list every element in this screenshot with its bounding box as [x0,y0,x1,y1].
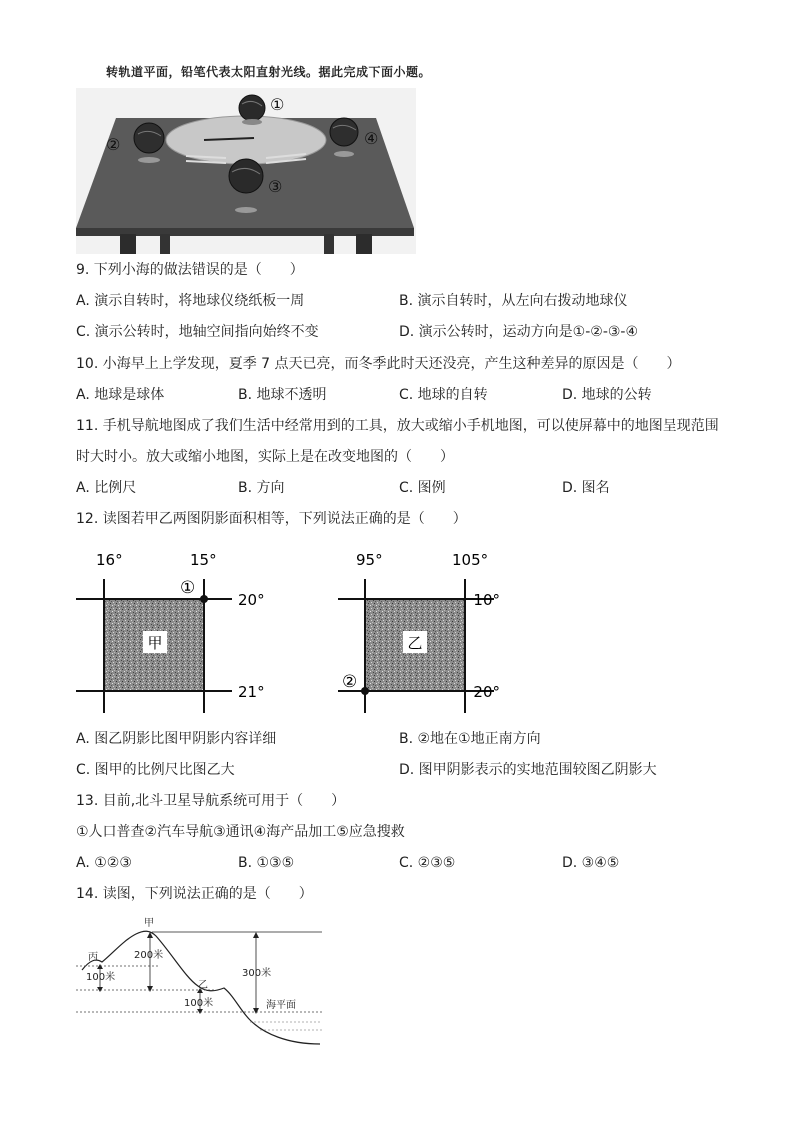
label-100m-mid: 100米 [184,998,214,1009]
yi-lon-left: 95° [356,551,383,569]
jia-lat-bottom: 21° [238,683,265,701]
q13-option-a[interactable]: A. ①②③ [76,855,132,871]
q13-option-d[interactable]: D. ③④⑤ [562,855,620,871]
q9-option-c[interactable]: C. 演示公转时，地轴空间指向始终不变 [76,324,319,340]
point-bing-label: 丙 [88,952,98,963]
q11-option-b[interactable]: B. 方向 [238,480,285,496]
q13-option-b[interactable]: B. ①③⑤ [238,855,295,871]
q10-option-a[interactable]: A. 地球是球体 [76,387,165,403]
yi-lat-top: 10° [473,591,500,609]
label-100m-left: 100米 [86,972,116,983]
q10-option-c[interactable]: C. 地球的自转 [399,387,488,403]
yi-point-label: ② [342,672,358,692]
jia-point-label: ① [180,578,196,598]
q10-stem: 10. 小海早上上学发现，夏季 7 点天已亮，而冬季此时天还没亮，产生这种差异的原因是（ ） [76,356,681,372]
q11-option-a[interactable]: A. 比例尺 [76,480,137,496]
photo-label-3: ③ [268,177,283,196]
intro-text: 转轨道平面，铅笔代表太阳直射光线。据此完成下面小题。 [106,65,432,79]
yi-lon-right: 105° [452,551,489,569]
jia-lat-top: 20° [238,591,265,609]
figure-jia [76,551,265,713]
photo-label-1: ① [270,95,285,114]
sea-level-label: 海平面 [266,1000,296,1011]
point-jia-label: 甲 [144,918,154,929]
q11-stem-line2: 时大时小。放大或缩小地图，实际上是在改变地图的（ ） [76,449,454,465]
yi-label: 乙 [407,634,423,652]
q13-option-c[interactable]: C. ②③⑤ [399,855,456,871]
q14-stem: 14. 读图，下列说法正确的是（ ） [76,886,313,902]
photo-label-4: ④ [364,129,379,148]
q12-option-a[interactable]: A. 图乙阴影比图甲阴影内容详细 [76,731,277,747]
q12-stem: 12. 读图若甲乙两图阴影面积相等，下列说法正确的是（ ） [76,511,467,527]
yi-point-dot [361,687,369,695]
q12-grid-figures [70,545,510,720]
q12-option-d[interactable]: D. 图甲阴影表示的实地范围较图乙阴影大 [399,762,657,778]
q14-terrain-profile [74,914,330,1048]
q13-stem: 13. 目前,北斗卫星导航系统可用于（ ） [76,793,346,809]
q9-stem: 9. 下列小海的做法错误的是（ ） [76,262,304,278]
q11-option-d[interactable]: D. 图名 [562,480,610,496]
q11-stem-line1: 11. 手机导航地图成了我们生活中经常用到的工具，放大或缩小手机地图，可以使屏幕中的地图呈现范围 [76,418,719,434]
jia-lon-right: 15° [190,551,217,569]
globe-demo-photo [76,88,416,254]
jia-lon-left: 16° [96,551,123,569]
q10-option-b[interactable]: B. 地球不透明 [238,387,327,403]
label-200m: 200米 [134,950,164,961]
yi-lat-bottom: 20° [473,683,500,701]
figure-yi [338,551,500,713]
q10-option-d[interactable]: D. 地球的公转 [562,387,652,403]
jia-point-dot [200,595,208,603]
photo-label-2: ② [106,135,121,154]
q12-option-c[interactable]: C. 图甲的比例尺比图乙大 [76,762,235,778]
q12-option-b[interactable]: B. ②地在①地正南方向 [399,731,541,747]
q9-option-b[interactable]: B. 演示自转时，从左向右拨动地球仪 [399,293,628,309]
q13-items: ①人口普查②汽车导航③通讯④海产品加工⑤应急搜救 [76,824,405,840]
point-yi-label: 乙 [198,980,208,991]
q11-option-c[interactable]: C. 图例 [399,480,446,496]
label-300m: 300米 [242,968,272,979]
q9-option-d[interactable]: D. 演示公转时，运动方向是①-②-③-④ [399,324,639,340]
jia-label: 甲 [147,634,163,652]
q9-option-a[interactable]: A. 演示自转时，将地球仪绕纸板一周 [76,293,305,309]
